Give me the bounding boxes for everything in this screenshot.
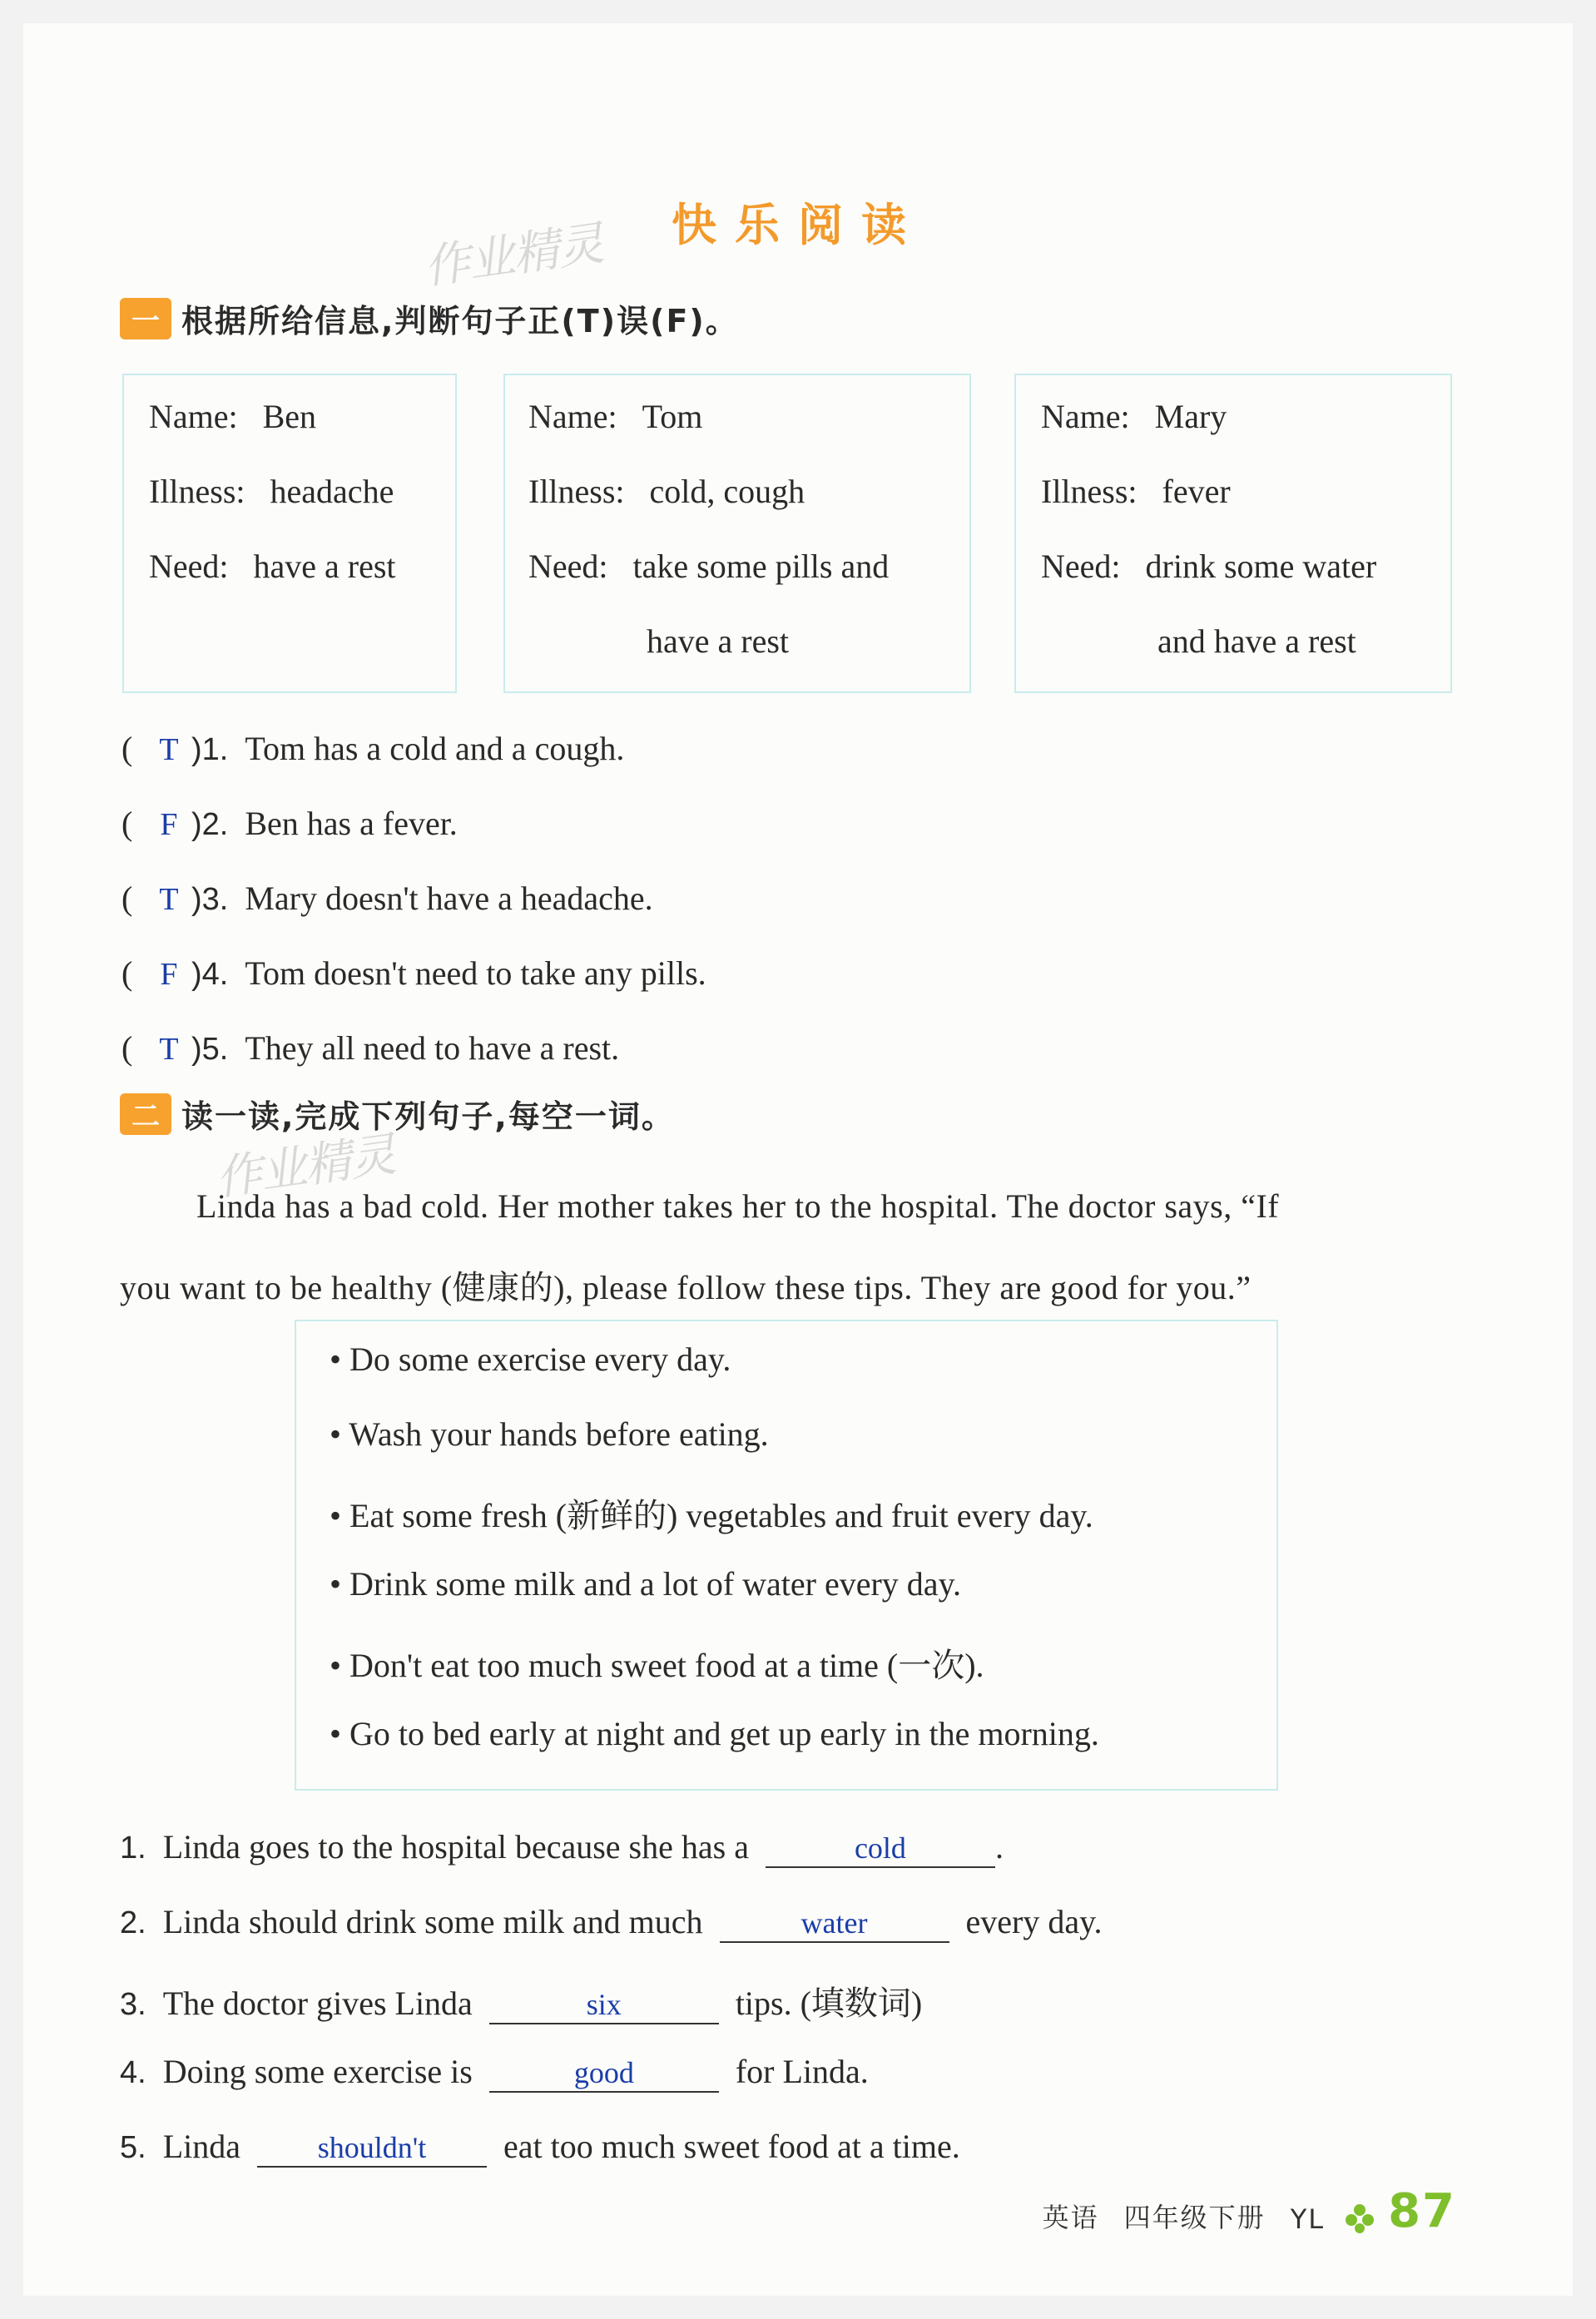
footer-edition: YL xyxy=(1290,2203,1326,2235)
question-text: Ben has a fever. xyxy=(245,805,458,842)
need-label: Need: xyxy=(528,548,608,585)
clover-icon xyxy=(1343,2202,1376,2235)
fill-blank[interactable]: six xyxy=(489,1986,719,2024)
name-label: Name: xyxy=(149,398,238,435)
fill-question-1: 1. Linda goes to the hospital because she has a cold . xyxy=(120,1827,1004,1868)
info-card-mary xyxy=(1014,374,1452,693)
page-title: 快乐阅读 xyxy=(672,199,924,251)
section-2-heading xyxy=(120,1091,675,1137)
need-label: Need: xyxy=(149,548,229,585)
name-label: Name: xyxy=(528,398,617,435)
tip-item: • Wash your hands before eating. xyxy=(330,1415,769,1453)
page-footer xyxy=(1042,2184,1456,2238)
section-1-instruction: 根据所给信息,判断句子正(T)误(F)。 xyxy=(181,303,739,339)
need-value: drink some water xyxy=(1145,548,1377,585)
fill-before: The doctor gives Linda xyxy=(162,1985,473,2022)
illness-value: fever xyxy=(1162,473,1231,510)
fill-after: . xyxy=(994,1828,1004,1866)
tip-item: • Don't eat too much sweet food at a time (一次). xyxy=(330,1647,984,1684)
fill-blank[interactable]: good xyxy=(489,2054,719,2093)
section-1-heading xyxy=(120,295,739,341)
tf-question-1: ( T )1. Tom has a cold and a cough. xyxy=(121,730,625,767)
tf-question-5: ( T )5. They all need to have a rest. xyxy=(121,1029,620,1067)
illness-value: headache xyxy=(270,473,394,510)
fill-question-2: 2. Linda should drink some milk and much water every day. xyxy=(120,1902,1103,1943)
illness-label: Illness: xyxy=(149,473,245,510)
fill-after: every day. xyxy=(965,1903,1103,1940)
fill-after: for Linda. xyxy=(735,2053,869,2090)
tip-item: • Go to bed early at night and get up early in the morning. xyxy=(330,1715,1099,1752)
fill-after: eat too much sweet food at a time. xyxy=(503,2128,960,2165)
answer-tf[interactable]: T xyxy=(159,1032,179,1067)
fill-question-5: 5. Linda shouldn't eat too much sweet food at a time. xyxy=(120,2127,960,2168)
fill-blank[interactable]: shouldn't xyxy=(257,2129,487,2168)
name-value: Mary xyxy=(1154,398,1227,435)
fill-before: Doing some exercise is xyxy=(162,2053,473,2090)
fill-before: Linda goes to the hospital because she has a xyxy=(162,1828,749,1866)
name-label: Name: xyxy=(1041,398,1130,435)
need-value-cont: and have a rest xyxy=(1157,622,1356,660)
fill-blank[interactable]: water xyxy=(720,1905,949,1943)
page-number: 87 xyxy=(1388,2184,1456,2238)
tf-question-2: ( F )2. Ben has a fever. xyxy=(121,805,458,842)
passage-line-1: Linda has a bad cold. Her mother takes her to the hospital. The doctor says, “If xyxy=(196,1187,1280,1225)
question-text: Mary doesn't have a headache. xyxy=(245,880,653,917)
answer-tf[interactable]: T xyxy=(159,882,179,917)
answer-tf[interactable]: T xyxy=(159,732,179,767)
answer-tf[interactable]: F xyxy=(160,807,178,842)
fill-before: Linda should drink some milk and much xyxy=(162,1903,703,1940)
tip-item: • Do some exercise every day. xyxy=(330,1340,731,1378)
section-2-badge: 二 xyxy=(120,1093,171,1135)
name-value: Ben xyxy=(262,398,317,435)
question-text: They all need to have a rest. xyxy=(245,1029,620,1067)
section-1-badge: 一 xyxy=(120,298,171,339)
need-value: have a rest xyxy=(253,548,396,585)
fill-question-4: 4. Doing some exercise is good for Linda. xyxy=(120,2052,869,2093)
watermark: 作业精灵 xyxy=(420,216,607,295)
need-value: take some pills and xyxy=(632,548,890,585)
fill-question-3: 3. The doctor gives Linda six tips. (填数词) xyxy=(120,1977,922,2024)
illness-label: Illness: xyxy=(528,473,625,510)
tip-item: • Eat some fresh (新鲜的) vegetables and fruit every day. xyxy=(330,1497,1093,1534)
answer-tf[interactable]: F xyxy=(160,957,178,992)
illness-label: Illness: xyxy=(1041,473,1138,510)
tf-question-3: ( T )3. Mary doesn't have a headache. xyxy=(121,880,653,917)
need-value-cont: have a rest xyxy=(647,622,790,660)
info-card-tom xyxy=(503,374,971,693)
watermark-2: 作业精灵 xyxy=(212,1127,399,1207)
passage-line-2: you want to be healthy (健康的), please follow these tips. They are good for you.” xyxy=(120,1269,1252,1306)
fill-after: tips. (填数词) xyxy=(735,1985,923,2022)
footer-subject: 英语 xyxy=(1042,2202,1099,2233)
section-2-instruction: 读一读,完成下列句子,每空一词。 xyxy=(181,1098,675,1135)
tips-box xyxy=(295,1320,1278,1791)
fill-before: Linda xyxy=(162,2128,241,2165)
illness-value: cold, cough xyxy=(649,473,805,510)
page xyxy=(23,23,1573,2296)
question-text: Tom has a cold and a cough. xyxy=(245,730,625,767)
name-value: Tom xyxy=(642,398,703,435)
fill-blank[interactable]: cold xyxy=(766,1830,995,1868)
info-card-ben xyxy=(122,374,457,693)
footer-grade: 四年级下册 xyxy=(1123,2202,1266,2233)
tf-question-4: ( F )4. Tom doesn't need to take any pills. xyxy=(121,954,706,992)
tip-item: • Drink some milk and a lot of water every day. xyxy=(330,1565,961,1603)
need-label: Need: xyxy=(1041,548,1121,585)
question-text: Tom doesn't need to take any pills. xyxy=(245,954,706,992)
